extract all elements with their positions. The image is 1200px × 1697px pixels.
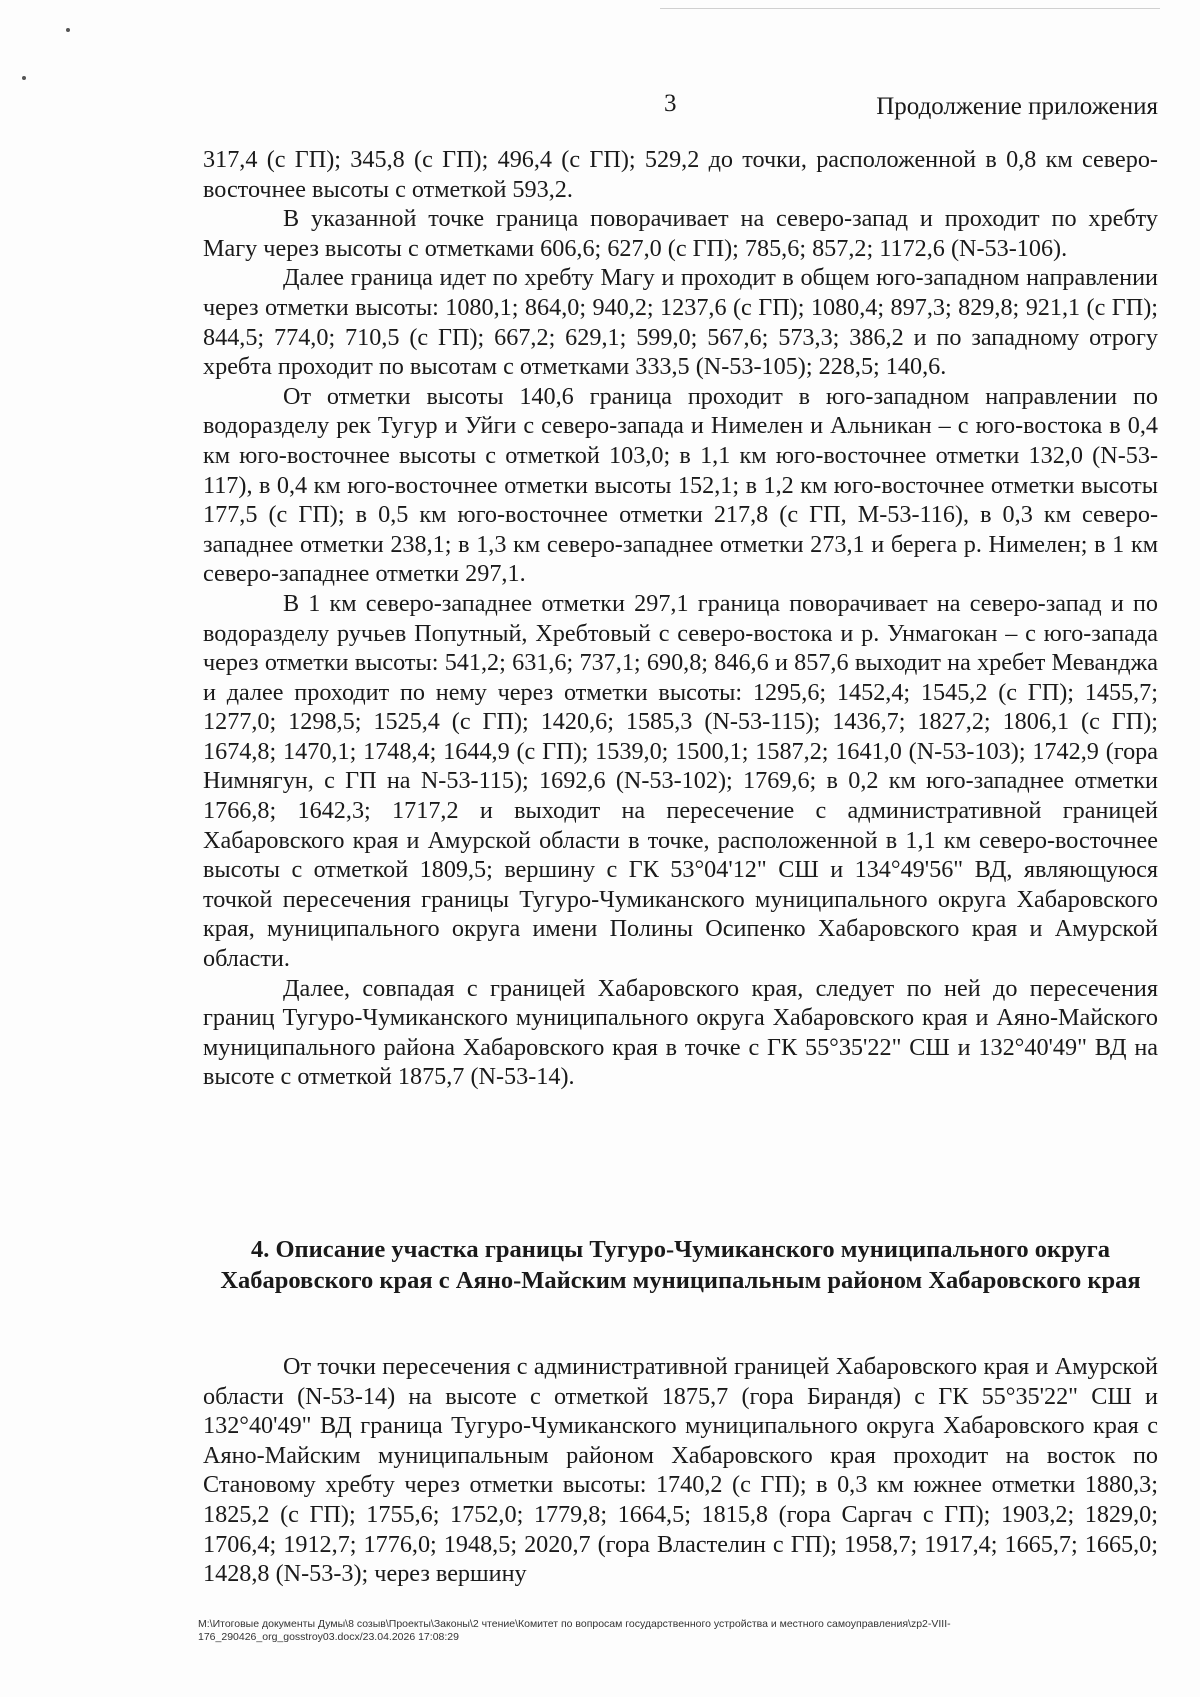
scan-speck (66, 28, 70, 32)
paragraph: Далее граница идет по хребту Магу и проходит в общем юго-западном направлении через отметки высоты: 1080,1; 864,0; 940,2; 1237,6 (с ГП); 1080,4; 897,3; 829,8; 921,1 (с ГП); 844,5; 774,0; 710,5 (с ГП); 667,2; 629,1; 599,0; 567,6; 573,3; 386,2 и по западному отрогу хребта проходит по высотам с отметками 333,5 (N-53-105); 228,5; 140,6. (203, 264, 1158, 381)
section-text (203, 1352, 1158, 1589)
paragraph: От точки пересечения с административной границей Хабаровского края и Амурской области (N-53-14) на высоте с отметкой 1875,7 (гора Бирандя) с ГК 55°35'22" СШ и 132°40'49" ВД граница Тугуро-Чумиканского муниципального округа Хабаровского края с Аяно-Майским муниципальным районом Хабаровского края проходит на восток по Становому хребту через отметки высоты: 1740,2 (с ГП); в 0,3 км южнее отметки 1880,3; 1825,2 (с ГП); 1755,6; 1752,0; 1779,8; 1664,5; 1815,8 (гора Саргач с ГП); 1903,2; 1829,0; 1706,4; 1912,7; 1776,0; 1948,5; 2020,7 (гора Властелин с ГП); 1958,7; 1917,4; 1665,7; 1665,0; 1428,8 (N-53-3); через вершину (203, 1353, 1158, 1588)
page-number: 3 (664, 90, 677, 117)
running-title: Продолжение приложения (876, 93, 1158, 120)
paragraph: В 1 км северо-западнее отметки 297,1 граница поворачивает на северо-запад и по водоразделу ручьев Попутный, Хребтовый с северо-востока и р. Унмагокан – с юго-запада через отметки высоты: 541,2; 631,6; 737,1; 690,8; 846,6 и 857,6 выходит на хребет Меванджа и далее проходит по нему через отметки высоты: 1295,6; 1452,4; 1545,2 (с ГП); 1455,7; 1277,0; 1298,5; 1525,4 (с ГП); 1420,6; 1585,3 (N-53-115); 1436,7; 1827,2; 1806,1 (с ГП); 1674,8; 1470,1; 1748,4; 1644,9 (с ГП); 1539,0; 1500,1; 1587,2; 1641,0 (N-53-103); 1742,9 (гора Нимнягун, с ГП на N-53-115); 1692,6 (N-53-102); 1769,6; в 0,2 км юго-западнее отметки 1766,8; 1642,3; 1717,2 и выходит на пересечение с административной границей Хабаровского края и Амурской области в точке, расположенной в 1,1 км северо-восточнее высоты с отметкой 1809,5; вершину с ГК 53°04'12" СШ и 134°49'56" ВД, являющуюся точкой пересечения границы Тугуро-Чумиканского муниципального округа Хабаровского края, муниципального округа имени Полины Осипенко Хабаровского края и Амурской области. (203, 589, 1158, 973)
paragraph: Далее, совпадая с границей Хабаровского края, следует по ней до пересечения границ Тугуро-Чумиканского муниципального округа Хабаровского края и Аяно-Майского муниципального района Хабаровского края в точке с ГК 55°35'22" СШ и 132°40'49" ВД на высоте с отметкой 1875,7 (N-53-14). (203, 974, 1158, 1091)
paragraph: От отметки высоты 140,6 граница проходит в юго-западном направлении по водоразделу рек Тугур и Уйги с северо-запада и Нимелен и Альникан – с юго-востока в 0,4 км юго-восточнее высоты с отметкой 103,0; в 1,1 км юго-восточнее отметки 132,0 (N-53-117), в 0,4 км юго-восточнее отметки высоты 152,1; в 1,2 км юго-восточнее отметки высоты 177,5 (с ГП); в 0,5 км юго-восточнее отметки 217,8 (с ГП, М-53-116), в 0,3 км северо-западнее отметки 238,1; в 1,3 км северо-западнее отметки 273,1 и берега р. Нимелен; в 1 км северо-западнее отметки 297,1. (203, 382, 1158, 588)
body-text (203, 145, 1158, 1092)
paragraph: 317,4 (с ГП); 345,8 (с ГП); 496,4 (с ГП); 529,2 до точки, расположенной в 0,8 км северо-восточнее высоты с отметкой 593,2. (203, 146, 1158, 203)
footer-file-path: M:\Итоговые документы Думы\8 созыв\Проекты\Законы\2 чтение\Комитет по вопросам государственного устройства и местного самоуправления\zp2-VIII-176_290426_org_gosstroy03.docx/23.04.2026 17:08:29 (198, 1618, 951, 1643)
scan-speck (22, 76, 26, 80)
paragraph: В указанной точке граница поворачивает на северо-запад и проходит по хребту Магу через высоты с отметками 606,6; 627,0 (с ГП); 785,6; 857,2; 1172,6 (N-53-106). (203, 205, 1158, 262)
scan-edge-line (660, 8, 1160, 9)
section-heading: 4. Описание участка границы Тугуро-Чумиканского муниципального округа Хабаровского края с Аяно-Майским муниципальным районом Хабаровского края (220, 1236, 1141, 1294)
